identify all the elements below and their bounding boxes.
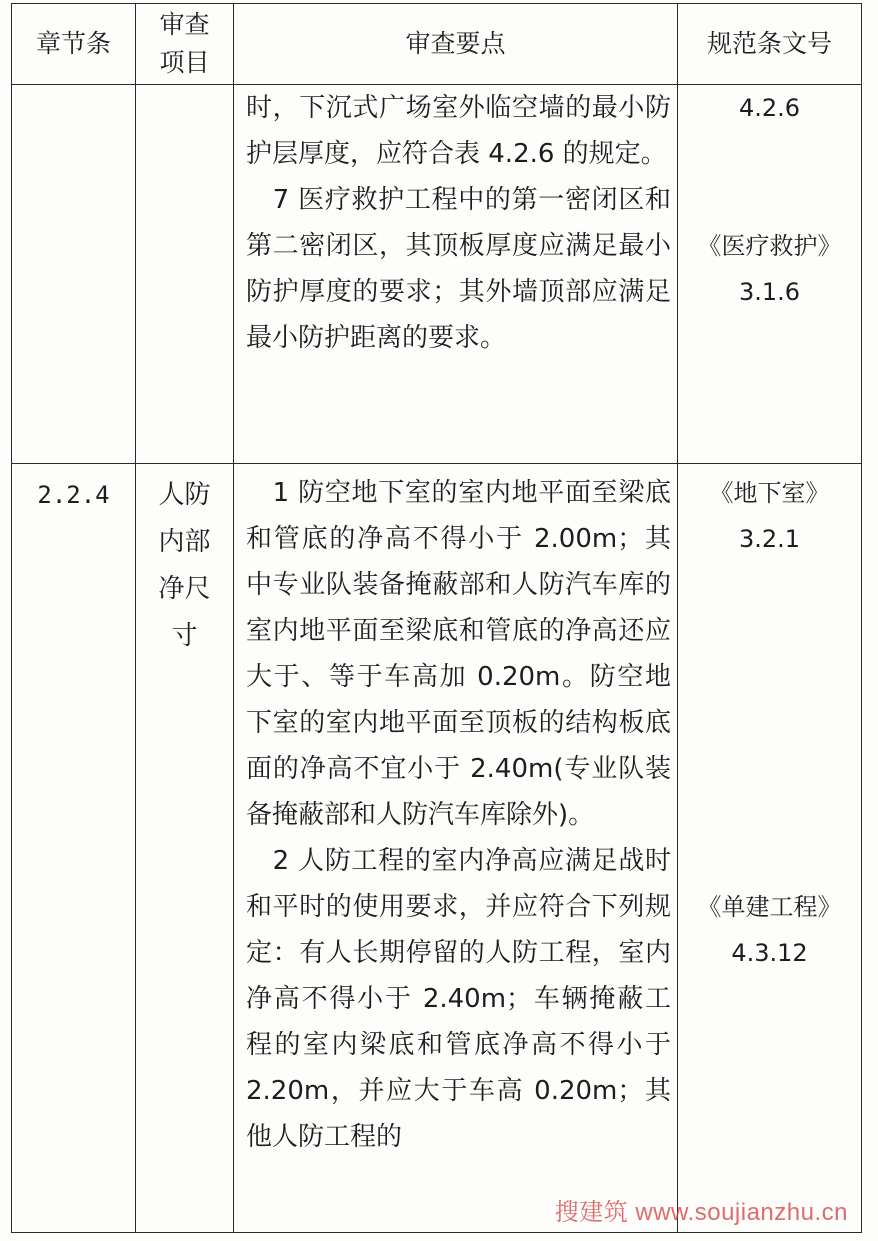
reference-cell: [678, 464, 862, 1233]
chapter-cell: [12, 85, 136, 464]
review-point-text: 时，下沉式广场室外临空墙的最小防护层厚度，应符合表 4.2.6 的规定。: [246, 93, 671, 169]
review-table: [11, 3, 862, 1233]
table-row: [12, 464, 862, 1233]
reference-code-name: 《地下室》: [709, 479, 830, 507]
points-cell: [234, 464, 678, 1233]
review-point-text: 2 人防工程的室内净高应满足战时和平时的使用要求，并应符合下列规定：有人长期停留的人防工程，室内净高不得小于 2.40m；车辆掩蔽工程的室内梁底和管底净高不得小于 2.20m，并应大于车高 0.20m；其他人防工程的: [246, 846, 671, 1152]
item-cell: [136, 464, 234, 1233]
reference-code-name: 《医疗救护》: [697, 232, 842, 260]
header-item-text: 审查 项目: [159, 10, 210, 77]
table-row: [12, 85, 862, 464]
reference-number: 3.2.1: [738, 525, 801, 553]
item-line: 内部: [158, 527, 211, 557]
reference-code-name: 《单建工程》: [697, 893, 842, 921]
watermark-text: 搜建筑 www.soujianzhu.cn: [554, 1199, 848, 1226]
reference-number: 4.3.12: [731, 939, 808, 967]
reference-number: 3.1.6: [738, 278, 801, 306]
review-point-text: 7 医疗救护工程中的第一密闭区和第二密闭区，其顶板厚度应满足最小防护厚度的要求；其外墙顶部应满足最小防护距离的要求。: [246, 185, 671, 353]
chapter-cell: 2.2.4: [12, 464, 136, 1233]
header-reference: 规范条文号: [678, 4, 862, 85]
item-line: 人防: [158, 480, 211, 510]
table-header-row: [12, 4, 862, 85]
header-points: 审查要点: [234, 4, 678, 85]
header-chapter: 章节条: [12, 4, 136, 85]
item-line: 寸: [171, 621, 198, 651]
header-item: [136, 4, 234, 85]
reference-cell: [678, 85, 862, 464]
points-cell: [234, 85, 678, 464]
item-line: 净尺: [158, 574, 211, 604]
reference-number: 4.2.6: [738, 94, 801, 122]
review-point-text: 1 防空地下室的室内地平面至梁底和管底的净高不得小于 2.00m；其中专业队装备掩蔽部和人防汽车库的室内地平面至梁底和管底的净高还应大于、等于车高加 0.20m。防空地下室的室内地平面至顶板的结构板底面的净高不宜小于 2.40m(专业队装备掩蔽部和人防汽车库除外)。: [246, 478, 671, 830]
item-cell: [136, 85, 234, 464]
